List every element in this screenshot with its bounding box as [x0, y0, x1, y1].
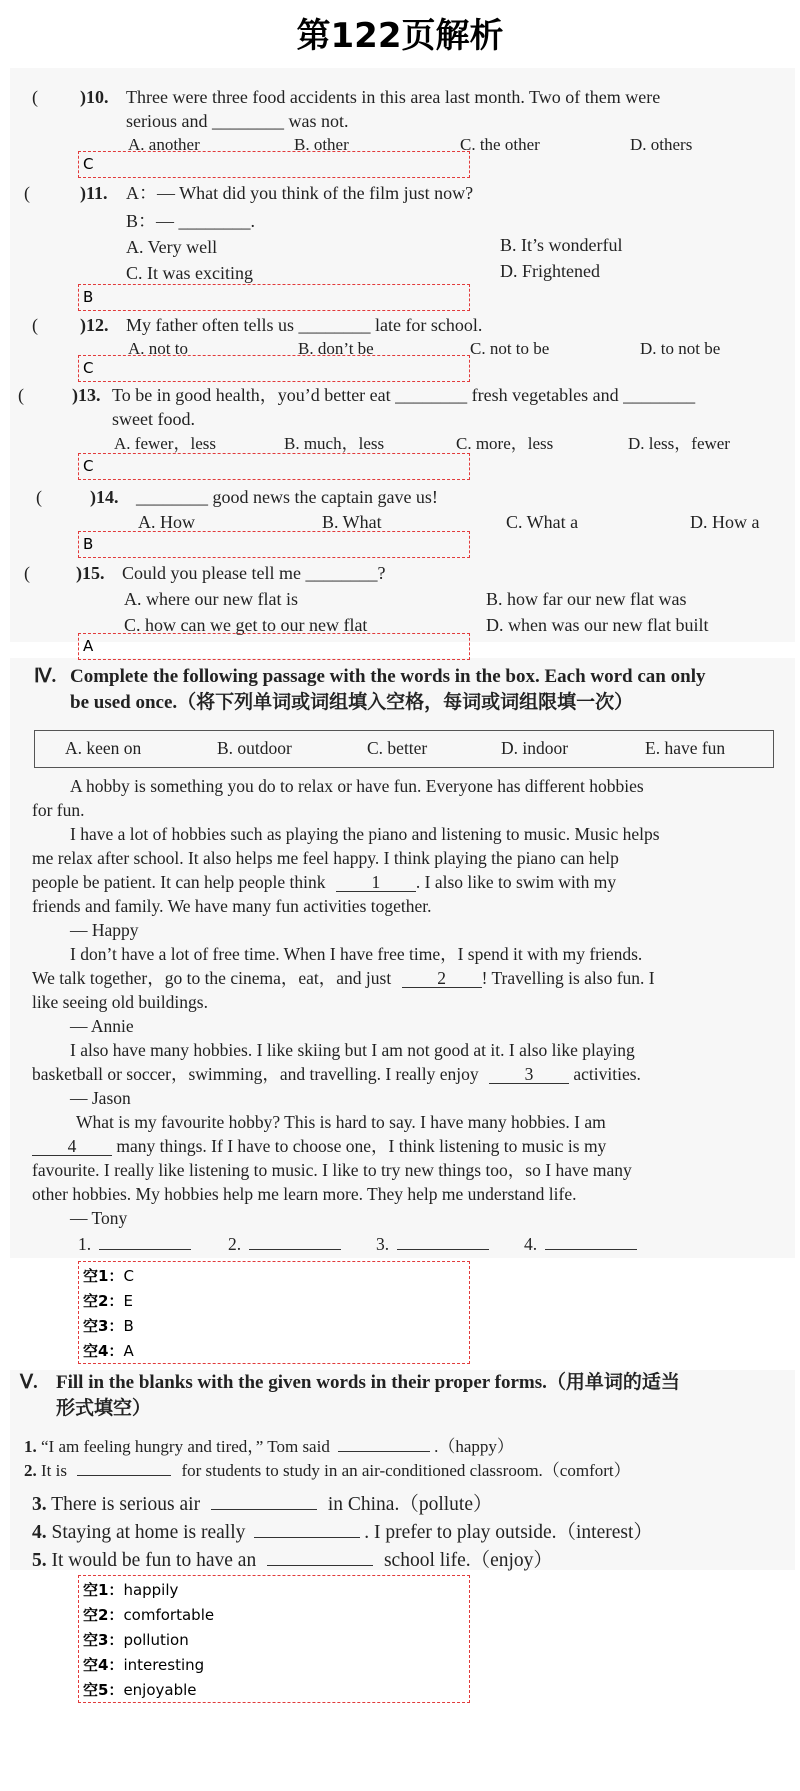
blank-3: 3 [489, 1065, 569, 1084]
option-a: A. fewer，less [114, 434, 216, 453]
answer-value: C [83, 359, 94, 377]
option-c: C. more，less [456, 434, 554, 453]
item-text: for students to study in an air-conditioned classroom.（comfort） [181, 1461, 631, 1480]
answer-line [79, 1628, 469, 1653]
answer-line [79, 1653, 469, 1678]
passage-line: me relax after school. It also helps me feel happy. I think playing the piano can help [32, 848, 619, 868]
blank-1: 1 [336, 873, 416, 892]
question-number: )15. [76, 563, 105, 583]
question-text: ________ good news the captain gave us! [136, 487, 438, 507]
author: — Annie [70, 1016, 134, 1036]
item-blank [211, 1509, 317, 1510]
author: — Happy [70, 920, 139, 940]
passage-line: for fun. [32, 800, 85, 820]
item-number: 3. [32, 1494, 47, 1515]
slot-3 [376, 1232, 489, 1256]
option-c: C. It was exciting [126, 263, 253, 283]
option-a: A. not to [128, 339, 188, 358]
question-text-2: sweet food. [112, 409, 195, 429]
slot-line [397, 1249, 489, 1250]
passage-text: many things. If I have to choose one，I think listening to music is my [116, 1136, 607, 1156]
question-text: Could you please tell me ________? [122, 563, 386, 583]
section-number: Ⅳ. [34, 666, 57, 687]
option-d: D. others [630, 135, 693, 154]
answer-label: 空1： [83, 1581, 124, 1599]
answer-box-11 [78, 284, 470, 311]
item-text: “I am feeling hungry and tired，” Tom said [41, 1437, 330, 1456]
answer-box-section-4 [78, 1261, 470, 1364]
item-text: There is serious air [51, 1494, 201, 1515]
answer-value: B [83, 288, 94, 306]
author: — Tony [70, 1208, 128, 1228]
passage-line: other hobbies. My hobbies help me learn more. They help me understand life. [32, 1184, 577, 1204]
passage-line: favourite. I really like listening to music. I like to try new things too，so I have many [32, 1160, 632, 1180]
question-number: )13. [72, 385, 101, 405]
question-text: A：— What did you think of the film just now? [126, 183, 474, 203]
answer-value: B [123, 1317, 134, 1335]
answer-box-15 [78, 633, 470, 660]
fill-item-5 [32, 1544, 553, 1572]
item-text: . I prefer to play outside.（interest） [364, 1522, 653, 1543]
fill-item-1 [24, 1432, 514, 1457]
answer-value: E [123, 1292, 133, 1310]
answer-bracket: ( [36, 487, 42, 507]
answer-value: enjoyable [123, 1681, 197, 1699]
option-b: B. other [294, 135, 349, 154]
slot-line [545, 1249, 637, 1250]
item-text: in China.（pollute） [327, 1494, 493, 1515]
answer-label: 空4： [83, 1342, 124, 1360]
blank-4: 4 [32, 1137, 112, 1156]
item-text: .（happy） [434, 1437, 514, 1456]
answer-box-14 [78, 531, 470, 558]
option-d: D. to not be [640, 339, 721, 358]
passage-line: like seeing old buildings. [32, 992, 208, 1012]
author: — Jason [70, 1088, 131, 1108]
answer-bracket: ( [24, 563, 30, 583]
slot-number: 4. [524, 1234, 538, 1254]
passage-text: We talk together，go to the cinema，eat，and just [32, 968, 392, 988]
answer-box-13 [78, 453, 470, 480]
slot-number: 3. [376, 1234, 390, 1254]
passage-line [32, 1062, 641, 1086]
question-number: )11. [80, 183, 108, 203]
answer-value: A [83, 637, 94, 655]
option-d: D. Frightened [500, 261, 600, 281]
answer-box-12 [78, 355, 470, 382]
item-blank [338, 1451, 430, 1452]
answer-line [79, 1339, 469, 1364]
fill-item-2 [24, 1456, 631, 1481]
option-c: C. the other [460, 135, 540, 154]
answer-value: C [83, 457, 94, 475]
answer-label: 空5： [83, 1681, 124, 1699]
slot-4 [524, 1232, 637, 1256]
answer-value: A [123, 1342, 134, 1360]
item-text: It is [41, 1461, 67, 1480]
option-d: D. less，fewer [628, 434, 730, 453]
option-a: A. where our new flat is [124, 589, 298, 609]
word-box [34, 730, 774, 768]
item-blank [267, 1565, 373, 1566]
item-number: 5. [32, 1550, 47, 1571]
answer-value: B [83, 535, 94, 553]
answer-line [79, 1264, 469, 1289]
answer-line [79, 1578, 469, 1603]
passage-text: ! Travelling is also fun. I [481, 968, 655, 988]
option-b: B. how far our new flat was [486, 589, 687, 609]
answer-label: 空2： [83, 1292, 124, 1310]
slot-number: 2. [228, 1234, 242, 1254]
option-b: B. It’s wonderful [500, 235, 623, 255]
item-text: It would be fun to have an [51, 1550, 257, 1571]
answer-value: pollution [123, 1631, 189, 1649]
option-a: A. Very well [126, 237, 218, 257]
option-b: B. don’t be [298, 339, 374, 358]
answer-bracket: ( [32, 315, 38, 335]
passage-text: basketball or soccer，swimming，and travelling. I really enjoy [32, 1064, 479, 1084]
passage-line [32, 966, 655, 990]
question-number: )10. [80, 87, 109, 107]
passage-text: . I also like to swim with my [415, 872, 617, 892]
answer-box-10 [78, 151, 470, 178]
passage-line: What is my favourite hobby? This is hard to say. I have many hobbies. I am [76, 1112, 606, 1132]
section-heading: Fill in the blanks with the given words in their proper forms.（用单词的适当 [56, 1372, 680, 1393]
answer-label: 空3： [83, 1317, 124, 1335]
option-a: A. How [138, 512, 195, 532]
item-text: school life.（enjoy） [383, 1550, 553, 1571]
slot-1 [78, 1232, 191, 1256]
question-number: )14. [90, 487, 119, 507]
section-heading-2: be used once.（将下列单词或词组填入空格，每词或词组限填一次） [70, 692, 634, 713]
answer-value: interesting [123, 1656, 205, 1674]
answer-value: comfortable [123, 1606, 215, 1624]
option-c: C. how can we get to our new flat [124, 615, 368, 635]
passage-text: people be patient. It can help people think [32, 872, 326, 892]
option-b: B. What [322, 512, 382, 532]
answer-line [79, 1603, 469, 1628]
blank-2: 2 [402, 969, 482, 988]
fill-item-3 [32, 1488, 492, 1516]
fill-item-4 [32, 1516, 653, 1544]
option-d: D. How a [690, 512, 760, 532]
answer-line [79, 1289, 469, 1314]
question-text: My father often tells us ________ late for school. [126, 315, 483, 335]
option-c: C. not to be [470, 339, 550, 358]
answer-line [79, 1314, 469, 1339]
passage-line: friends and family. We have many fun activities together. [32, 896, 432, 916]
item-number: 4. [32, 1522, 47, 1543]
item-blank [77, 1475, 171, 1476]
passage-line: I have a lot of hobbies such as playing the piano and listening to music. Music helps [70, 824, 660, 844]
answer-label: 空3： [83, 1631, 124, 1649]
item-text: Staying at home is really [51, 1522, 246, 1543]
passage-line [32, 870, 616, 894]
section-number: Ⅴ. [20, 1372, 38, 1393]
answer-value: C [83, 155, 94, 173]
word-option: C. better [367, 738, 428, 758]
item-blank [254, 1537, 360, 1538]
answer-bracket: ( [24, 183, 30, 203]
word-option: E. have fun [645, 738, 726, 758]
question-number: )12. [80, 315, 109, 335]
answer-line [79, 1678, 469, 1703]
passage-line: I also have many hobbies. I like skiing but I am not good at it. I also like playing [70, 1040, 635, 1060]
answer-value: happily [123, 1581, 179, 1599]
word-option: A. keen on [65, 738, 142, 758]
slot-line [249, 1249, 341, 1250]
word-option: B. outdoor [217, 738, 292, 758]
passage-line: A hobby is something you do to relax or have fun. Everyone has different hobbies [70, 776, 644, 796]
passage-text: activities. [573, 1064, 641, 1084]
passage-line: I don’t have a lot of free time. When I have free time，I spend it with my friends. [70, 944, 643, 964]
item-number: 1. [24, 1437, 37, 1456]
question-text-2: B：— ________. [126, 211, 256, 231]
answer-label: 空1： [83, 1267, 124, 1285]
word-option: D. indoor [501, 738, 569, 758]
answer-bracket: ( [18, 385, 24, 405]
question-text: To be in good health，you’d better eat ________ fresh vegetables and ________ [112, 385, 696, 405]
section-heading: Complete the following passage with the words in the box. Each word can only [70, 666, 706, 687]
item-number: 2. [24, 1461, 37, 1480]
slot-2 [228, 1232, 341, 1256]
answer-label: 空2： [83, 1606, 124, 1624]
passage-line [32, 1134, 606, 1158]
option-b: B. much，less [284, 434, 385, 453]
slot-line [99, 1249, 191, 1250]
question-text-2: serious and ________ was not. [126, 111, 349, 131]
question-text: Three were three food accidents in this area last month. Two of them were [126, 87, 661, 107]
option-a: A. another [128, 135, 200, 154]
option-d: D. when was our new flat built [486, 615, 709, 635]
page-title: 第122页解析 [296, 16, 504, 56]
answer-label: 空4： [83, 1656, 124, 1674]
answer-value: C [123, 1267, 134, 1285]
answer-box-section-5 [78, 1575, 470, 1703]
section-heading-2: 形式填空） [56, 1398, 152, 1419]
answer-bracket: ( [32, 87, 38, 107]
option-c: C. What a [506, 512, 579, 532]
slot-number: 1. [78, 1234, 92, 1254]
